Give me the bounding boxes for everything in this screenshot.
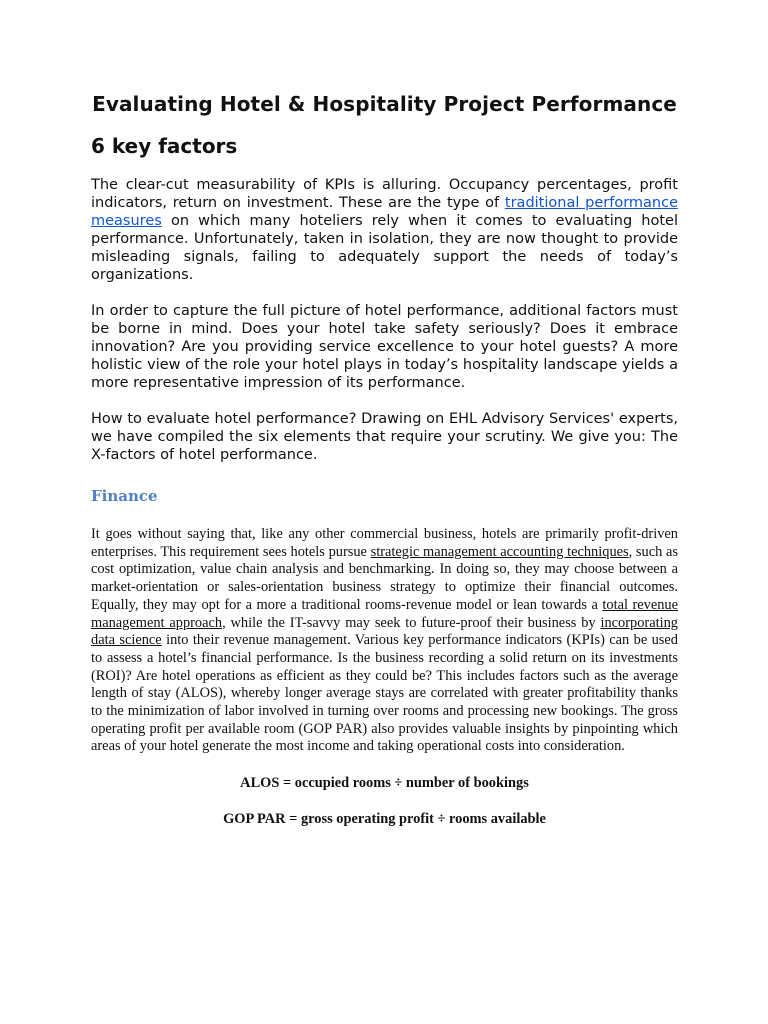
intro-paragraph-1-text-after: on which many hoteliers rely when it comes to evaluating hotel performance. Unfortunately, taken in isolation, they are now thought to provide misleading signals, failing to adequately support the needs of today’s organizations. — [91, 213, 678, 283]
intro-paragraph-1 — [91, 176, 678, 284]
intro-paragraph-3: How to evaluate hotel performance? Drawing on EHL Advisory Services' experts, we have compiled the six elements that require your scrutiny. We give you: The X-factors of hotel performance. — [91, 411, 678, 463]
document-subtitle: 6 key factors — [91, 134, 238, 158]
finance-heading: Finance — [91, 487, 158, 505]
finance-text-4: into their revenue management. Various key performance indicators (KPIs) can be used to assess a hotel’s financial performance. Is the business recording a solid return on its investments (ROI)? Are hotel operations as efficient as they could be? This includes factors such as the average length of stay (ALOS), whereby longer average stays are correlated with greater profitability thanks to the minimization of labor involved in turning over rooms and processing new bookings. The gross operating profit per available room (GOP PAR) also provides valuable insights by pinpointing which areas of your hotel generate the most income and taking operational costs into consideration. — [91, 632, 678, 755]
document-page — [91, 90, 678, 846]
total-revenue-management-link[interactable]: total revenue management approach — [91, 596, 678, 631]
intro-paragraph-1-text-before: The clear-cut measurability of KPIs is alluring. Occupancy percentages, profit indicators, return on investment. These are the type of — [91, 177, 678, 211]
incorporating-data-science-link[interactable]: incorporating data science — [91, 614, 678, 649]
finance-paragraph — [91, 526, 678, 756]
strategic-management-accounting-link[interactable]: strategic management accounting techniques — [370, 543, 629, 560]
traditional-performance-measures-link[interactable]: traditional performance measures — [91, 195, 678, 229]
gop-par-formula: GOP PAR = gross operating profit ÷ rooms available — [223, 811, 546, 828]
alos-formula: ALOS = occupied rooms ÷ number of bookings — [240, 775, 529, 792]
intro-paragraph-2: In order to capture the full picture of hotel performance, additional factors must be borne in mind. Does your hotel take safety seriously? Does it embrace innovation? Are you providing service excellence to your hotel guests? A more holistic view of the role your hotel plays in today’s hospitality landscape yields a more representative impression of its performance. — [91, 303, 678, 391]
finance-text-3: , while the IT-savvy may seek to future-proof their business by — [222, 614, 601, 631]
finance-text-1: It goes without saying that, like any other commercial business, hotels are primarily profit-driven enterprises. This requirement sees hotels pursue — [91, 526, 678, 560]
finance-text-2: , such as cost optimization, value chain analysis and benchmarking. In doing so, they may choose between a market-orientation or sales-orientation business strategy to optimize their financial outcomes. Equally, they may opt for a more a traditional rooms-revenue model or lean towards a — [91, 543, 678, 613]
document-title: Evaluating Hotel & Hospitality Project Performance — [92, 92, 677, 116]
